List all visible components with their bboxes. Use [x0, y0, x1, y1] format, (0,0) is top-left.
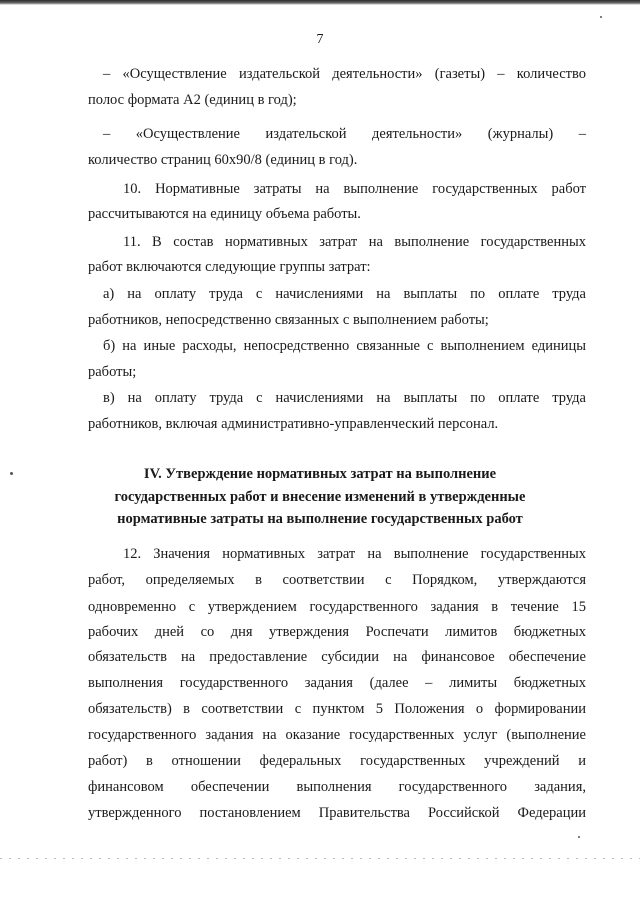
- paragraph-12-line10: финансовом обеспечении выполнения государственного задания,: [88, 779, 586, 795]
- list-item-newspapers-line1: – «Осуществление издательской деятельности» (газеты) – количество: [103, 66, 586, 82]
- section-heading-line3: нормативные затраты на выполнение государственных работ: [117, 511, 523, 527]
- section-heading-line1: IV. Утверждение нормативных затрат на выполнение: [143, 466, 497, 482]
- paragraph-10-line1: 10. Нормативные затраты на выполнение государственных работ: [123, 181, 586, 197]
- paragraph-12-line4: рабочих дней со дня утверждения Роспечати лимитов бюджетных: [88, 624, 586, 640]
- scan-edge-bottom: [0, 858, 640, 859]
- item-b-line2: работы;: [88, 364, 137, 380]
- scan-speck: [578, 836, 580, 838]
- item-v-line1: в) на оплату труда с начислениями на выплаты по оплате труда: [103, 390, 586, 406]
- paragraph-11-line1: 11. В состав нормативных затрат на выполнение государственных: [123, 234, 586, 250]
- paragraph-12-line8: государственного задания на оказание государственных услуг (выполнение: [88, 727, 586, 743]
- item-a-line2: работников, непосредственно связанных с выполнением работы;: [88, 312, 489, 328]
- item-a-line1: а) на оплату труда с начислениями на выплаты по оплате труда: [103, 286, 586, 302]
- paragraph-12-line9: работ) в отношении федеральных государственных учреждений и: [88, 753, 586, 769]
- paragraph-11-line2: работ включаются следующие группы затрат:: [88, 259, 371, 275]
- scan-edge-top: [0, 0, 640, 5]
- paragraph-12-line3: одновременно с утверждением государственного задания в течение 15: [88, 599, 586, 615]
- paragraph-12-line1: 12. Значения нормативных затрат на выполнение государственных: [123, 546, 586, 562]
- section-heading-line2: государственных работ и внесение изменений в утвержденные: [114, 489, 526, 505]
- paragraph-12-line6: выполнения государственного задания (далее – лимиты бюджетных: [88, 675, 586, 691]
- paragraph-10-line2: рассчитываются на единицу объема работы.: [88, 206, 361, 222]
- scan-speck: [10, 472, 13, 475]
- page-number: 7: [316, 32, 324, 47]
- paragraph-12-line5: обязательств на предоставление субсидии на финансовое обеспечение: [88, 649, 586, 665]
- item-b-line1: б) на иные расходы, непосредственно связанные с выполнением единицы: [103, 338, 586, 354]
- list-item-magazines-line1: – «Осуществление издательской деятельности» (журналы) –: [103, 126, 586, 142]
- paragraph-12-line2: работ, определяемых в соответствии с Порядком, утверждаются: [88, 572, 586, 588]
- paragraph-12-line7: обязательств) в соответствии с пунктом 5 Положения о формировании: [88, 701, 586, 717]
- list-item-magazines-line2: количество страниц 60х90/8 (единиц в год).: [88, 152, 358, 168]
- scan-speck: [600, 16, 602, 18]
- paragraph-12-line11: утвержденного постановлением Правительства Российской Федерации: [88, 805, 586, 821]
- list-item-newspapers-line2: полос формата А2 (единиц в год);: [88, 92, 297, 108]
- item-v-line2: работников, включая административно-управленческий персонал.: [88, 416, 499, 432]
